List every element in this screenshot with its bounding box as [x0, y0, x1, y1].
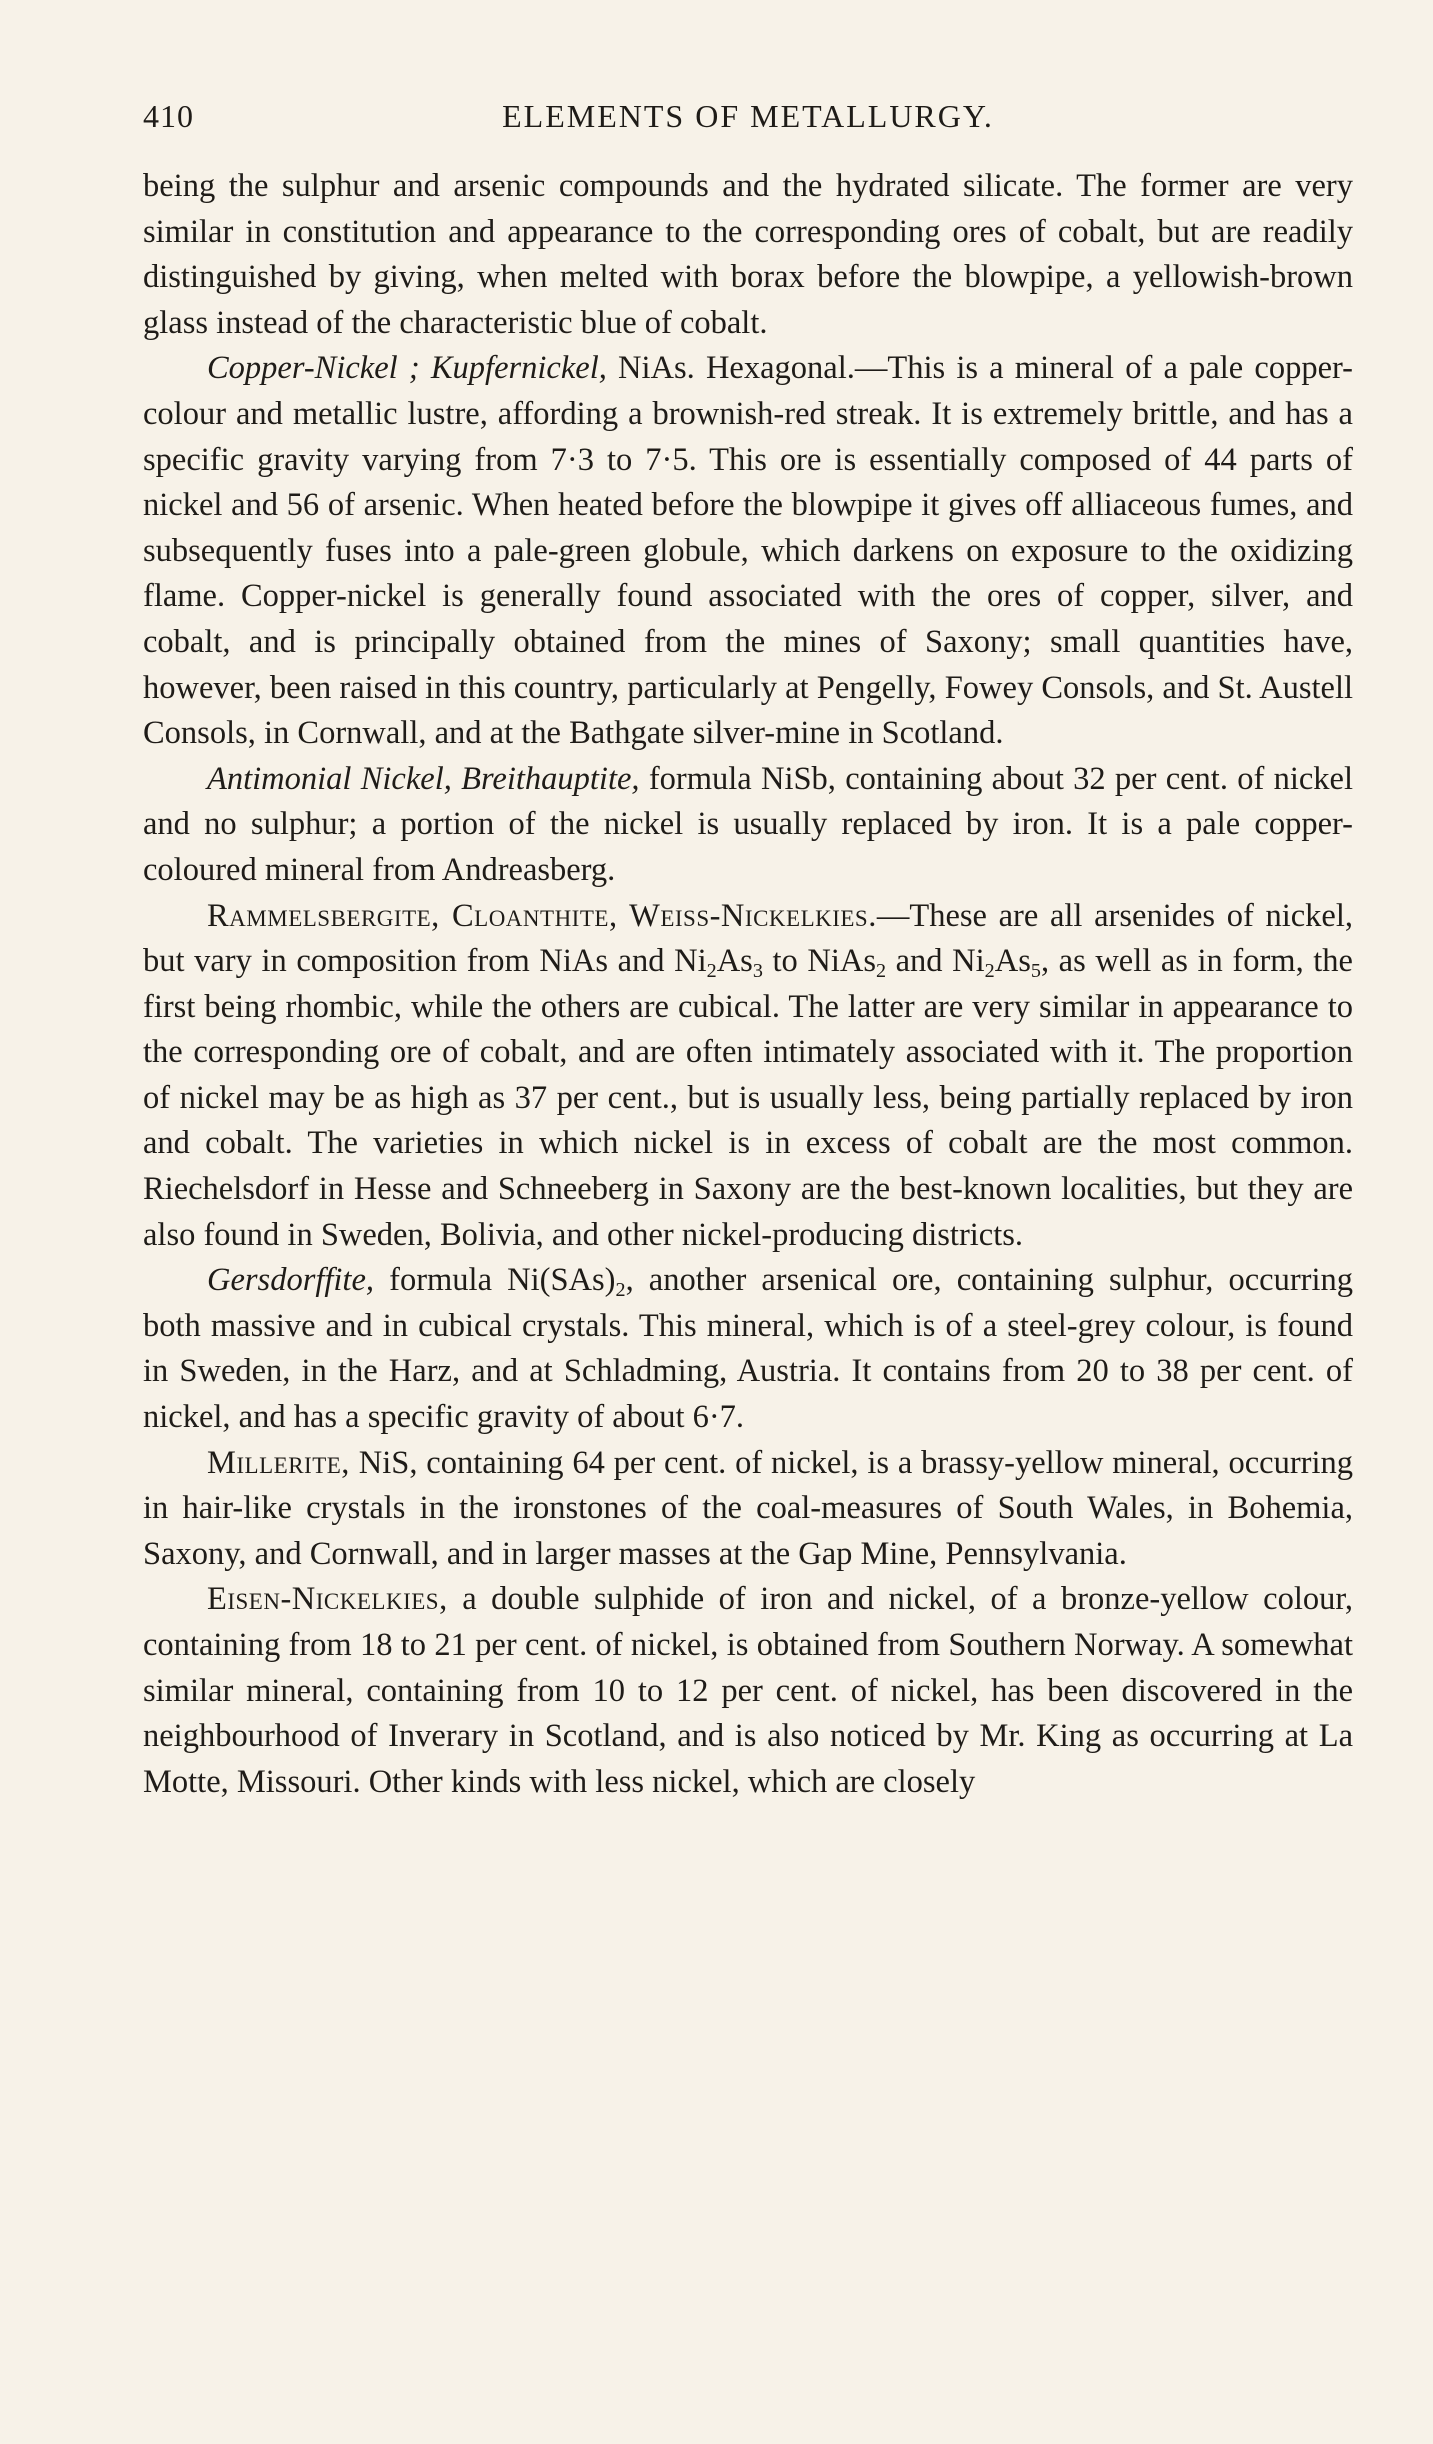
mineral-name: Copper-Nickel ; Kupfernickel,: [207, 350, 607, 387]
page-number: 410: [143, 98, 194, 134]
subscript: 3: [752, 960, 763, 983]
subscript: 5: [1030, 960, 1041, 983]
mineral-name: Antimonial Nickel, Breithauptite,: [207, 760, 640, 797]
paragraph-rammelsbergite: [143, 894, 1353, 1259]
running-title: ELEMENTS OF METALLURGY.: [502, 98, 994, 134]
paragraph-text: being the sulphur and arsenic compounds and the hydrated silicate. The former are very similar in constitution and appearance to the corresponding ores of cobalt, but are readily distinguished by giving, when melted with borax before the blowpipe, a yellowish-brown glass instead of the characteristic blue of cobalt.: [143, 168, 1353, 341]
paragraph-antimonial-nickel: [143, 757, 1353, 894]
page-header: [143, 90, 1353, 138]
paragraph-text: a double sulphide of iron and nickel, of a bronze-yellow colour, containing from 18 to 21 per cent. of nickel, is obtained from Southern Norway. A somewhat similar mineral, containing from 10 to 12 per cent. of nickel, has been discovered in the neighbourhood of Inverary in Scotland, and is also noticed by Mr. King as occurring at La Motte, Missouri. Other kinds with less nickel, which are closely: [143, 1581, 1353, 1800]
subscript: 2: [615, 1279, 626, 1302]
paragraph-eisen-nickelkies: [143, 1577, 1353, 1805]
mineral-name: Gersdorffite,: [207, 1262, 375, 1299]
paragraph-text: As: [994, 943, 1031, 980]
paragraph-text: NiS, containing 64 per cent. of nickel, is a brassy-yellow mineral, occurring in hair-like crystals in the ironstones of the coal-measures of South Wales, in Bohemia, Saxony, and Cornwall, and in larger masses at the Gap Mine, Pennsylvania.: [143, 1444, 1353, 1572]
paragraph-text: —These are all arsenides of nickel, but vary in composition from NiAs and Ni: [143, 897, 1353, 980]
paragraph-text: , another arsenical ore, containing sulphur, occurring both massive and in cubical crystals. This mineral, which is of a steel-grey colour, is found in Sweden, in the Harz, and at Schladming, Austria. It contains from 20 to 38 per cent. of nickel, and has a specific gravity of about 6·7.: [143, 1262, 1354, 1436]
paragraph-text: , as well as in form, the first being rhombic, while the others are cubical. The latter are very similar in appearance to the corresponding ore of cobalt, and are often intimately associated with it. The proportion of nickel may be as high as 37 per cent., but is usually less, being partially replaced by iron and cobalt. The varieties in which nickel is in excess of cobalt are the most common. Riechelsdorf in Hesse and Schneeberg in Saxony are the best-known localities, but they are also found in Sweden, Bolivia, and other nickel-producing districts.: [143, 943, 1353, 1253]
paragraph-text: formula NiSb, containing about 32 per cent. of nickel and no sulphur; a portion of the nickel is usually replaced by iron. It is a pale copper-coloured mineral from Andreasberg.: [143, 760, 1353, 888]
body-text: [143, 164, 1353, 1805]
paragraph-intro: [143, 164, 1353, 346]
paragraph-text: NiAs. Hexagonal.—This is a mineral of a pale copper-colour and metallic lustre, affording a brownish-red streak. It is extremely brittle, and has a specific gravity varying from 7·3 to 7·5. This ore is essentially composed of 44 parts of nickel and 56 of arsenic. When heated before the blowpipe it gives off alliaceous fumes, and subsequently fuses into a pale-green globule, which darkens on exposure to the oxidizing flame. Copper-nickel is generally found associated with the ores of copper, silver, and cobalt, and is principally obtained from the mines of Saxony; small quantities have, however, been raised in this country, particularly at Pengelly, Fowey Consols, and St. Austell Consols, in Cornwall, and at the Bathgate silver-mine in Scotland.: [143, 350, 1353, 752]
subscript: 2: [875, 960, 887, 983]
paragraph-millerite: [143, 1441, 1353, 1578]
paragraph-gersdorffite: [143, 1258, 1353, 1440]
mineral-name: Millerite,: [207, 1444, 350, 1481]
paragraph-text: As: [716, 943, 753, 980]
paragraph-copper-nickel: [143, 346, 1353, 756]
paragraph-text: to NiAs: [762, 943, 876, 980]
paragraph-text: formula Ni(SAs): [374, 1262, 616, 1299]
subscript: 2: [706, 960, 717, 983]
subscript: 2: [984, 960, 995, 983]
mineral-name: Eisen-Nickelkies,: [207, 1581, 448, 1618]
mineral-name: Rammelsbergite, Cloanthite, Weiss-Nickelkies.: [207, 897, 877, 934]
paragraph-text: and Ni: [886, 943, 985, 980]
